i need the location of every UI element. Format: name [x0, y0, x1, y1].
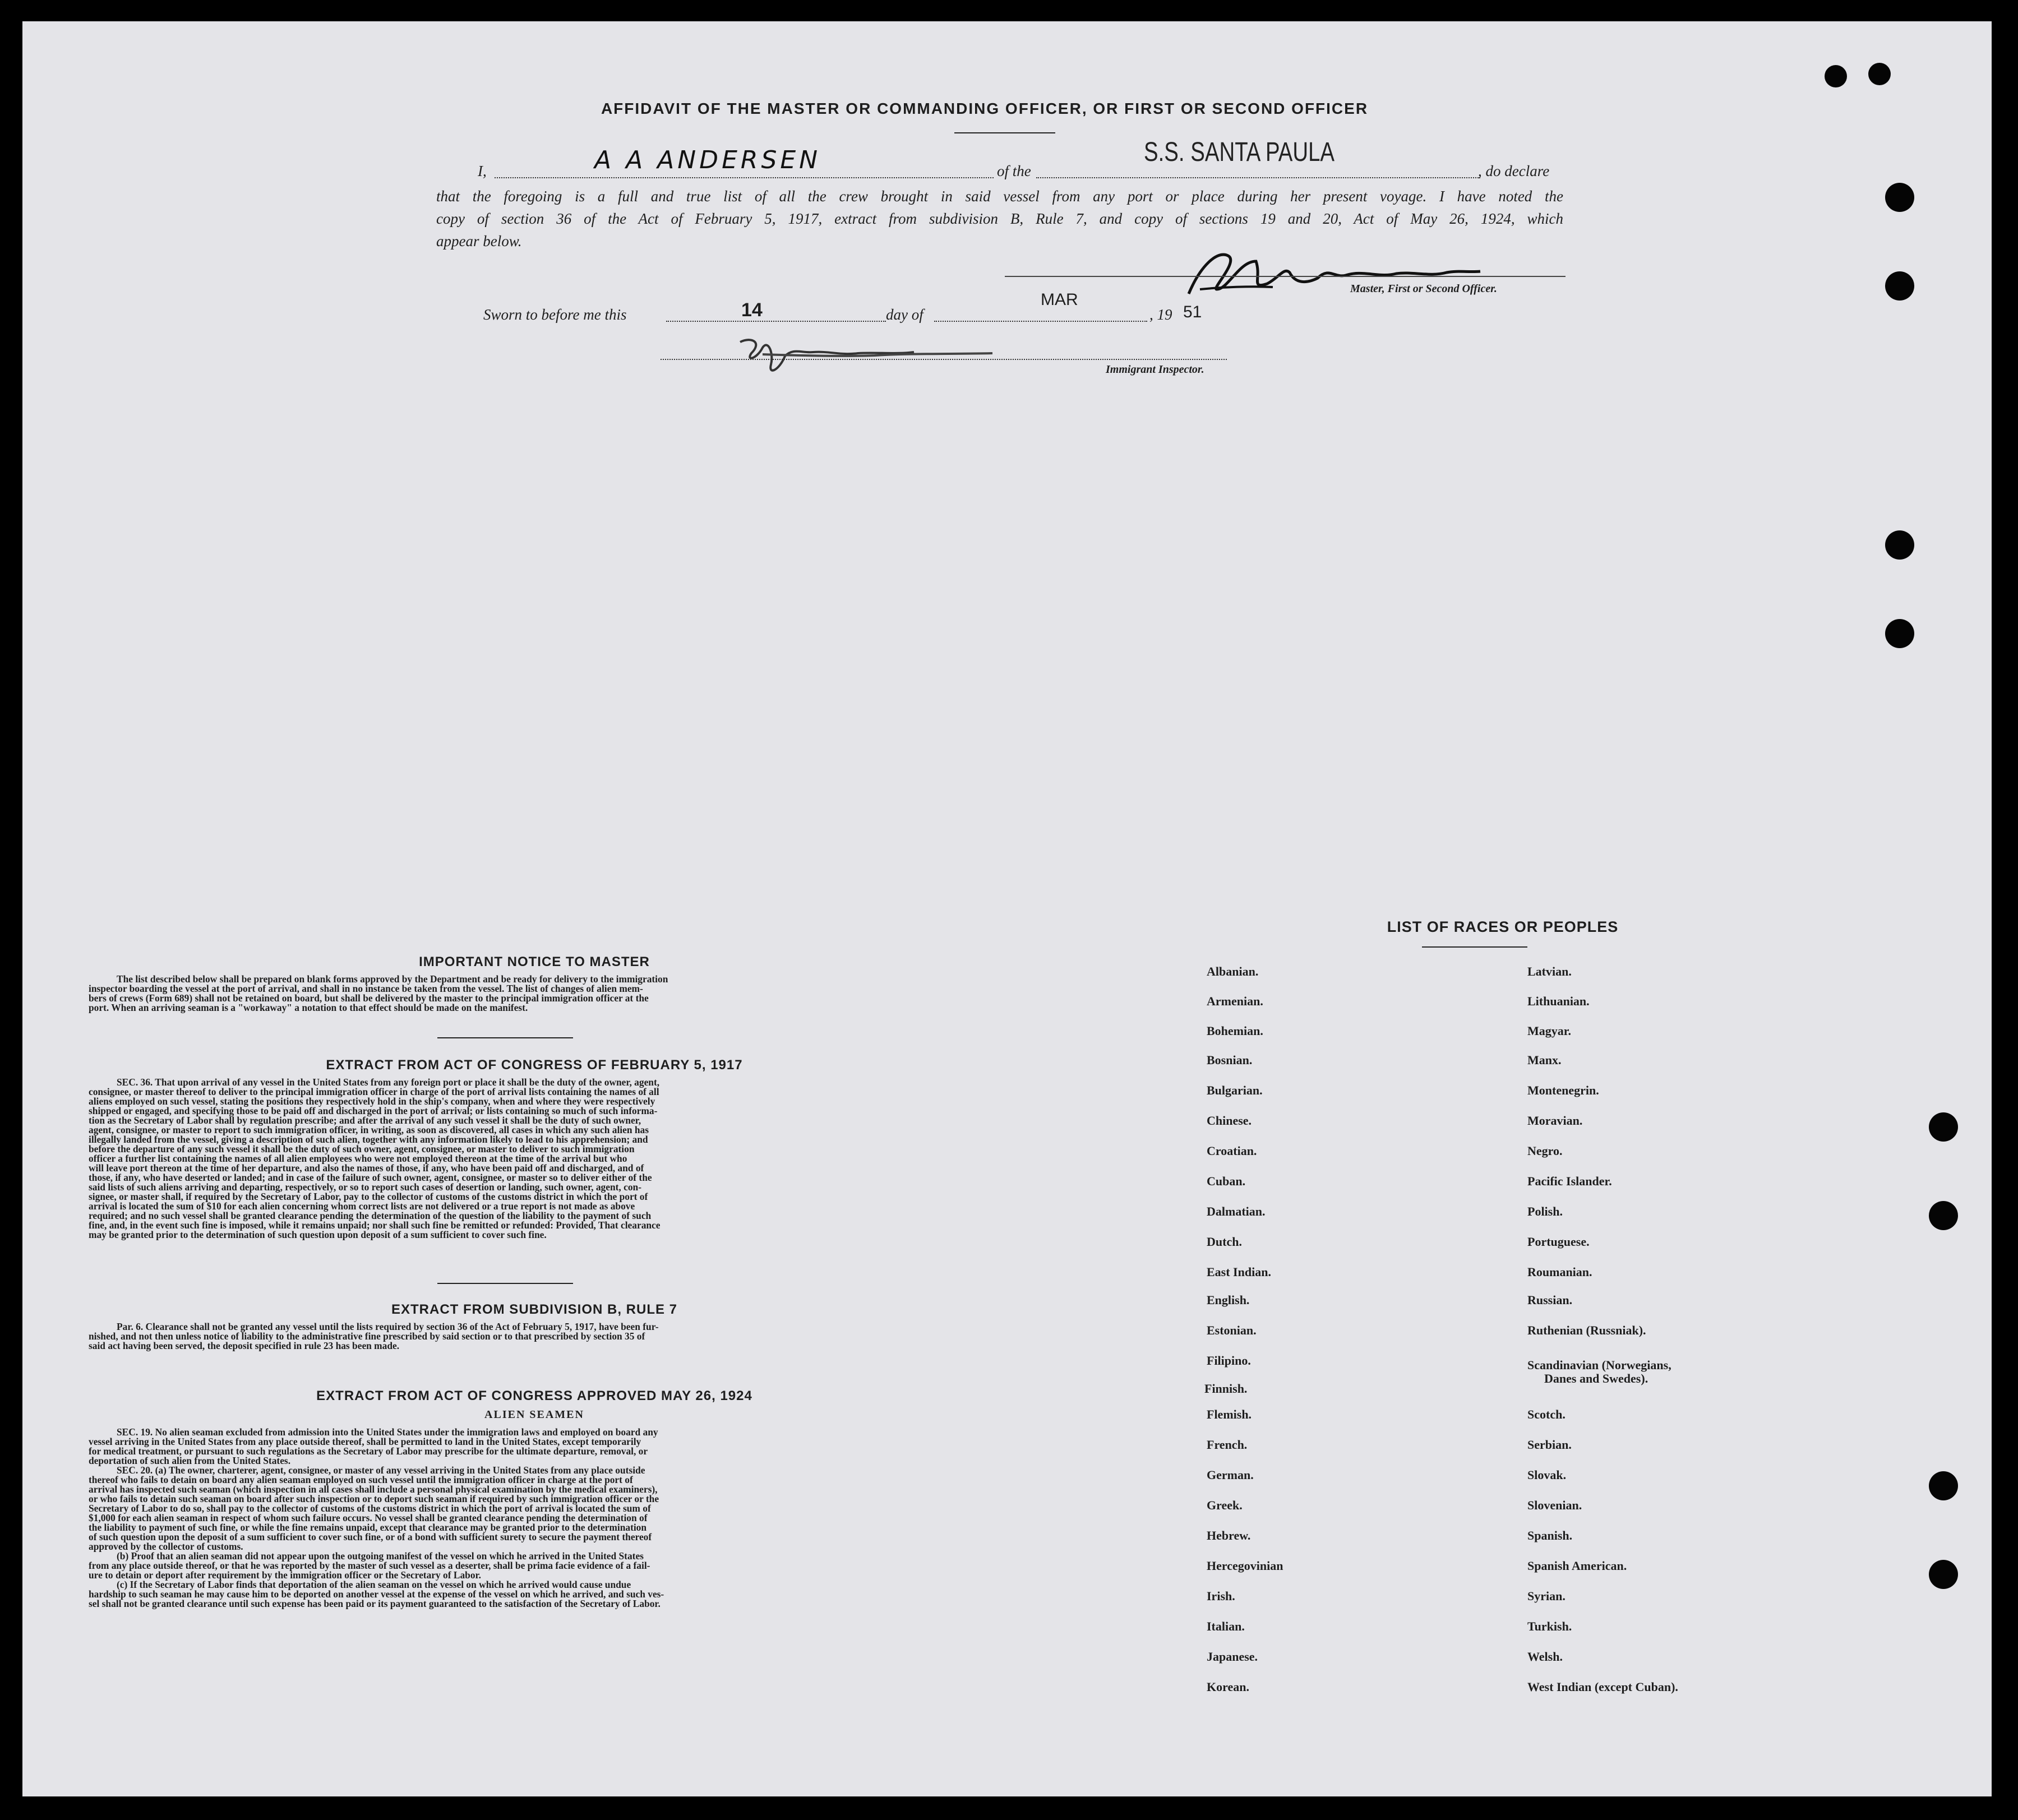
act-1924-text [89, 1428, 980, 1609]
act-line: sel shall not be granted clearance until such expense has been paid or its payment guaranteed to the satisfaction of the Secretary of Labor. [89, 1598, 661, 1609]
rule7-title: EXTRACT FROM SUBDIVISION B, RULE 7 [391, 1302, 678, 1317]
act-line: $1,000 for each alien seaman in respect of whom such failure occurs. No vessel shall be granted clearance pending the determination of [89, 1512, 648, 1523]
extract-line: before the departure of any such vessel it shall be the duty of such owner, agent, consignee, or master to deliver to such immigration [89, 1143, 635, 1154]
race-item: Spanish. [1527, 1528, 1573, 1542]
race-item: Manx. [1527, 1053, 1562, 1067]
punch-hole [1885, 530, 1914, 560]
notice-line: port. When an arriving seaman is a "workaway" a notation to that effect should be made on the manifest. [89, 1002, 528, 1013]
punch-hole [1929, 1560, 1958, 1589]
act-line: arrival has inspected such seaman (which inspection in all cases shall include a personal physical examination by the medical examiners), [89, 1484, 658, 1495]
extract-line: tion as the Secretary of Labor shall by regulation prescribe; and after the arrival of any such vessel it shall be the duty of such owner, [89, 1115, 641, 1126]
declaration-line: appear below. [436, 233, 522, 250]
race-item: Flemish. [1207, 1407, 1252, 1421]
extract-line: aliens employed on such vessel, stating the positions they respectively hold in the ship's company, when and where they were respectively [89, 1096, 655, 1107]
notice-line: The list described below shall be prepared on blank forms approved by the Department and be ready for delivery to the immigration [117, 973, 668, 985]
extract-line: will leave port thereon at the time of her departure, and also the names of those, if any, who have been paid off and discharged, and of [89, 1162, 644, 1174]
race-item: Latvian. [1527, 964, 1572, 978]
day-fill-line [666, 321, 886, 322]
do-declare-label: , do declare [1478, 163, 1550, 179]
punch-hole [1825, 65, 1847, 87]
act-line: of such question upon the deposit of a sum sufficient to cover such fine, or of a bond with sufficient surety to secure the payment thereof [89, 1531, 652, 1542]
extract-line: fine, and, in the event such fine is imposed, while it remains unpaid; nor shall such fine be remitted or refunded: Provided, That clearance [89, 1220, 661, 1231]
race-item: Korean. [1207, 1680, 1249, 1694]
race-item: Irish. [1207, 1589, 1235, 1603]
inspector-label: Immigrant Inspector. [1106, 363, 1204, 376]
race-item: Magyar. [1527, 1024, 1572, 1038]
race-item: Ruthenian (Russniak). [1527, 1323, 1646, 1337]
rule7-text [89, 1322, 980, 1351]
race-item: Slovenian. [1527, 1498, 1582, 1512]
race-item: Syrian. [1527, 1589, 1566, 1603]
act-line: for medical treatment, or pursuant to such regulations as the Secretary of Labor may prescribe for the ultimate departure, removal, or [89, 1445, 648, 1457]
notice-title: IMPORTANT NOTICE TO MASTER [419, 954, 650, 969]
declaration-line: that the foregoing is a full and true list of all the crew brought in said vessel from any port or place during her present voyage. I have noted the [436, 188, 1563, 205]
divider [437, 1037, 573, 1038]
race-item: Roumanian. [1527, 1265, 1592, 1279]
extract-1917-text [89, 1078, 980, 1240]
race-item: Dalmatian. [1207, 1204, 1266, 1218]
punch-hole [1929, 1112, 1958, 1142]
race-item: Portuguese. [1527, 1235, 1590, 1249]
declaration-line: copy of section 36 of the Act of February 5, 1917, extract from subdivision B, Rule 7, and copy of sections 19 and 20, Act of May 26, 1924, which [436, 210, 1563, 227]
race-item: Hebrew. [1207, 1528, 1251, 1542]
master-signature [1177, 244, 1525, 306]
extract-line: those, if any, who have deserted or landed; and in case of the failure of such owner, agent, consignee, or master so to deliver either of the [89, 1172, 652, 1183]
of-the-label: of the [997, 163, 1031, 179]
race-item: Cuban. [1207, 1174, 1246, 1188]
race-item: Scandinavian (Norwegians, [1527, 1358, 1671, 1372]
affidavit-heading: AFFIDAVIT OF THE MASTER OR COMMANDING OFFICER, OR FIRST OR SECOND OFFICER [601, 100, 1369, 117]
race-item: Montenegrin. [1527, 1083, 1599, 1097]
race-item: English. [1207, 1293, 1250, 1307]
race-item: German. [1207, 1468, 1254, 1482]
race-item: West Indian (except Cuban). [1527, 1680, 1678, 1694]
race-item: Serbian. [1527, 1438, 1572, 1452]
race-item: Bohemian. [1207, 1024, 1263, 1038]
race-item: Turkish. [1527, 1619, 1572, 1633]
race-item: Welsh. [1527, 1650, 1563, 1664]
race-item: Finnish. [1204, 1382, 1248, 1396]
act-line: SEC. 20. (a) The owner, charterer, agent, consignee, or master of any vessel arriving in the United States from any place outside [117, 1465, 645, 1476]
document-page [22, 21, 1992, 1796]
act-line: deportation of such alien from the United States. [89, 1455, 291, 1466]
act-line: SEC. 19. No alien seaman excluded from admission into the United States under the immigration laws and employed on board any [117, 1426, 658, 1438]
race-item: Negro. [1527, 1144, 1563, 1158]
extract-line: officer a further list containing the names of all alien employees who were not employed thereon at the time of the arrival but who [89, 1153, 627, 1164]
act-line: from any place outside thereof, or that he was reported by the master of such vessel as a deserter, shall be prima facie evidence of a fail- [89, 1560, 650, 1571]
race-item: Albanian. [1207, 964, 1259, 978]
master-label: Master, First or Second Officer. [1350, 283, 1497, 295]
act-line: hardship to such seaman he may cause him to be deported on another vessel at the expense of the vessel on which he arrived, and such ves- [89, 1588, 664, 1600]
punch-hole [1868, 63, 1891, 85]
extract-line: agent, consignee, or master to report to such immigration officer, in writing, as soon as discovered, all cases in which any such alien has [89, 1124, 649, 1135]
sworn-year: 51 [1183, 303, 1202, 321]
act-1924-subtitle: ALIEN SEAMEN [484, 1408, 584, 1421]
race-item: Croatian. [1207, 1144, 1257, 1158]
rule7-line: nished, and not then unless notice of liability to the administrative fine prescribed by said section or to that prescribed by section 35 of [89, 1331, 645, 1342]
race-item: Slovak. [1527, 1468, 1567, 1482]
extract-line: said lists of such aliens arriving and departing, respectively, or so to report such cases of desertion or landing, such owner, agent, con- [89, 1181, 641, 1193]
extract-line: SEC. 36. That upon arrival of any vessel in the United States from any foreign port or place it shall be the duty of the owner, agent, [117, 1077, 660, 1088]
act-line: vessel arriving in the United States from any place outside thereof, shall be permitted to land in the United States, except temporarily [89, 1436, 641, 1447]
rule7-line: Par. 6. Clearance shall not be granted any vessel until the lists required by section 36 of the Act of February 5, 1917, have been fur- [117, 1321, 659, 1332]
act-line: (c) If the Secretary of Labor finds that deportation of the alien seaman on the vessel on which he arrived would cause undue [117, 1579, 631, 1590]
race-item: Danes and Swedes). [1544, 1371, 1648, 1385]
notice-line: bers of crews (Form 689) shall not be retained on board, but shall be delivered by the master to the principal immigration officer at the [89, 992, 649, 1004]
extract-line: illegally landed from the vessel, giving a description of such alien, together with any information likely to lead to his apprehension; and [89, 1134, 648, 1145]
punch-hole [1929, 1471, 1958, 1500]
punch-hole [1885, 271, 1914, 301]
race-item: Spanish American. [1527, 1559, 1627, 1573]
act-line: ure to detain or deport after requirement by the immigration officer or the Secretary of Labor. [89, 1569, 482, 1581]
month-fill-line [934, 321, 1147, 322]
race-item: French. [1207, 1438, 1248, 1452]
race-item: Bulgarian. [1207, 1083, 1263, 1097]
inspector-signature [729, 331, 1020, 381]
race-item: Greek. [1207, 1498, 1243, 1512]
act-line: the liability to payment of such fine, or while the fine remains unpaid, except that clearance may be granted prior to the determination [89, 1522, 647, 1533]
race-item: Russian. [1527, 1293, 1573, 1307]
race-item: Pacific Islander. [1527, 1174, 1612, 1188]
race-item: Polish. [1527, 1204, 1563, 1218]
extract-line: may be granted prior to the determination of such question upon deposit of a sum sufficient to cover such fine. [89, 1229, 547, 1240]
extract-line: consignee, or master thereof to deliver to the principal immigration officer in charge of the port of arrival lists containing the names of all [89, 1086, 659, 1097]
act-line: or who fails to detain such seaman on board after such inspection or to deport such seaman if required by such immigration officer or the [89, 1493, 659, 1504]
race-item: Scotch. [1527, 1407, 1566, 1421]
act-line: approved by the collector of customs. [89, 1541, 243, 1552]
punch-hole [1885, 183, 1914, 212]
race-item: Bosnian. [1207, 1053, 1253, 1067]
divider [1422, 946, 1527, 948]
race-item: Estonian. [1207, 1323, 1257, 1337]
name-fill-line [495, 177, 994, 178]
vessel-name: S.S. SANTA PAULA [1144, 137, 1335, 167]
extract-line: required; and no such vessel shall be granted clearance pending the determination of the question of the liability to the payment of such [89, 1210, 652, 1221]
day-of-label: day of [886, 306, 923, 323]
race-item: Hercegovinian [1207, 1559, 1283, 1573]
punch-hole [1885, 619, 1914, 648]
races-title: LIST OF RACES OR PEOPLES [1387, 918, 1619, 935]
divider [437, 1283, 573, 1284]
punch-hole [1929, 1201, 1958, 1230]
year-prefix: , 19 [1149, 306, 1172, 323]
race-item: Lithuanian. [1527, 994, 1590, 1008]
act-line: (b) Proof that an alien seaman did not appear upon the outgoing manifest of the vessel on which he arrived in the United States [117, 1550, 644, 1562]
act-1924-title: EXTRACT FROM ACT OF CONGRESS APPROVED MAY 26, 1924 [316, 1388, 752, 1403]
extract-line: shipped or engaged, and specifying those to be paid off and discharged in the port of arrival; or lists containing so much of such informa- [89, 1105, 658, 1116]
race-item: Filipino. [1207, 1354, 1251, 1368]
sworn-day: 14 [741, 299, 763, 321]
extract-line: arrival is located the sum of $10 for each alien concerning whom correct lists are not delivered or a true report is not made as above [89, 1200, 635, 1212]
act-line: Secretary of Labor to do so, shall pay to the collector of customs of the customs district in which the port of arrival is located the sum of [89, 1503, 651, 1514]
inspector-fill-line [661, 359, 1227, 360]
race-item: East Indian. [1207, 1265, 1271, 1279]
extract-line: signee, or master shall, if required by the Secretary of Labor, pay to the collector of customs of the customs district in which the port of [89, 1191, 648, 1202]
divider [954, 132, 1055, 133]
act-line: thereof who fails to detain on board any alien seaman employed on such vessel until the immigration officer in charge at the port of [89, 1474, 633, 1485]
signature-line [1005, 276, 1566, 277]
race-item: Armenian. [1207, 994, 1263, 1008]
race-item: Italian. [1207, 1619, 1245, 1633]
race-item: Japanese. [1207, 1650, 1258, 1664]
sworn-label: Sworn to before me this [483, 306, 627, 323]
vessel-fill-line [1036, 177, 1480, 178]
i-label: I, [478, 163, 487, 179]
race-item: Moravian. [1527, 1114, 1583, 1128]
rule7-line: said act having been served, the deposit specified in rule 23 has been made. [89, 1340, 400, 1351]
notice-line: inspector boarding the vessel at the port of arrival, and shall in no instance be taken from the vessel. The list of changes of alien mem- [89, 983, 643, 994]
extract-1917-title: EXTRACT FROM ACT OF CONGRESS OF FEBRUARY 5, 1917 [326, 1057, 743, 1073]
race-item: Chinese. [1207, 1114, 1252, 1128]
race-item: Dutch. [1207, 1235, 1242, 1249]
notice-text [89, 974, 980, 1013]
master-name: A A ANDERSEN [594, 146, 821, 174]
sworn-month: MAR [1041, 290, 1078, 309]
